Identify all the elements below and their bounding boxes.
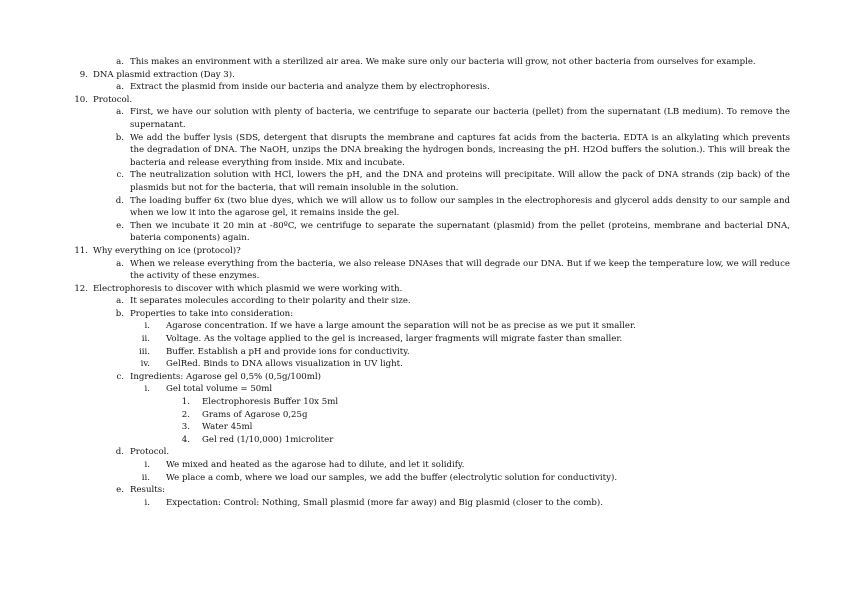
list-marker: i. (144, 460, 150, 470)
list-item (0, 69, 848, 82)
list-item-text: When we release everything from the bacteria, we also release DNAses that will degrade our DNA. But if we keep the temperature low, we will reduce the activity of these enzymes. (130, 258, 790, 282)
list-item-text: Extract the plasmid from inside our bacteria and analyze them by electrophoresis. (130, 82, 490, 93)
list-item-text: Water 45ml (202, 422, 253, 433)
list-marker: a. (116, 82, 124, 93)
list-item-text: Ingredients: Agarose gel 0,5% (0,5g/100ml) (130, 371, 322, 382)
list-item (0, 497, 848, 510)
list-item-text: Electrophoresis Buffer 10x 5ml (202, 397, 339, 408)
list-item-text: Gel total volume = 50ml (166, 384, 273, 395)
list-item (0, 258, 848, 283)
list-item-text: It separates molecules according to their polarity and their size. (130, 296, 411, 307)
list-item (0, 132, 848, 170)
list-marker: c. (116, 371, 124, 382)
list-item (0, 56, 848, 69)
list-item-text: Gel red (1/10,000) 1microliter (202, 434, 334, 445)
list-item (0, 358, 848, 371)
list-marker: a. (116, 296, 124, 307)
list-marker: 1. (181, 397, 190, 408)
list-item-text: Why everything on ice (protocol)? (93, 245, 241, 256)
list-marker: 12. (74, 283, 88, 294)
list-item (0, 81, 848, 94)
list-item-text: We place a comb, where we load our samples, we add the buffer (electrolytic solution for conductivity). (166, 472, 618, 483)
list-item-text: This makes an environment with a sterilized air area. We make sure only our bacteria will grow, not other bacteria from ourselves for example. (130, 57, 756, 67)
list-marker: 2. (181, 409, 190, 420)
list-item-text: DNA plasmid extraction (Day 3). (93, 69, 235, 80)
list-marker: c. (116, 170, 124, 181)
list-item (0, 434, 848, 447)
list-marker: 3. (181, 422, 190, 433)
list-item (0, 383, 848, 396)
list-marker: e. (116, 220, 124, 231)
list-marker: a. (116, 57, 124, 67)
list-marker: iii. (139, 346, 150, 357)
list-item (0, 346, 848, 359)
list-item-text: Voltage. As the voltage applied to the gel is increased, larger fragments will migrate faster than smaller. (166, 334, 623, 345)
list-item-text: Then we incubate it 20 min at -80ºC, we centrifuge to separate the supernatant (plasmid) from the pellet (proteins, membrane and bacterial DNA, bateria components) again. (130, 220, 790, 244)
list-marker: i. (144, 321, 150, 332)
list-item-text: Buffer. Establish a pH and provide ions for conductivity. (166, 346, 410, 357)
list-item (0, 459, 848, 472)
list-item-text: The loading buffer 6x (two blue dyes, which we will allow us to follow our samples in the electrophoresis and glycerol adds density to our sample and when we low it into the agarose gel, it remains inside the gel. (130, 195, 790, 219)
list-item (0, 421, 848, 434)
list-marker: i. (144, 384, 150, 395)
list-item (0, 220, 848, 245)
list-item-text: Expectation: Control: Nothing, Small plasmid (more far away) and Big plasmid (closer to the comb). (166, 497, 603, 508)
list-item (0, 195, 848, 220)
list-item (0, 333, 848, 346)
list-item (0, 409, 848, 422)
list-marker: d. (115, 195, 124, 206)
list-item (0, 245, 848, 258)
list-item-text: The neutralization solution with HCl, lowers the pH, and the DNA and proteins will precipitate. Will allow the pack of DNA strands (zip back) of the plasmids but not for the bacteria, that will remain insoluble in the solution. (130, 170, 790, 193)
list-item (0, 283, 848, 296)
list-item-text: We add the buffer lysis (SDS, detergent that disrupts the membrane and captures fat acids from the bacteria. EDTA is an alkylating which prevents the degradation of DNA. The NaOH, unzips the DNA breaking the hydrogen bonds, increasing the pH. H2Od buffers the solution.). This will break the bacteria and release everything from inside. Mix and incubate. (130, 132, 790, 168)
list-item-text: Protocol. (130, 447, 170, 458)
list-marker: ii. (141, 334, 150, 345)
list-marker: b. (115, 308, 124, 319)
list-marker: 11. (74, 245, 88, 256)
list-marker: 10. (74, 94, 88, 105)
list-item (0, 94, 848, 107)
list-marker: ii. (141, 472, 150, 483)
list-item (0, 320, 848, 333)
list-marker: d. (115, 447, 124, 458)
list-marker: a. (116, 107, 124, 118)
list-item (0, 308, 848, 321)
list-item (0, 371, 848, 384)
list-item-text: Results: (130, 485, 166, 496)
list-item-text: We mixed and heated as the agarose had to dilute, and let it solidify. (166, 460, 465, 470)
list-marker: e. (116, 485, 124, 496)
list-item (0, 106, 848, 131)
list-item (0, 484, 848, 497)
list-item-text: Electrophoresis to discover with which plasmid we were working with. (93, 283, 403, 294)
list-item-text: Grams of Agarose 0,25g (202, 409, 308, 420)
list-item-text: Agarose concentration. If we have a large amount the separation will not be as precise as we put it smaller. (166, 321, 636, 332)
list-item (0, 446, 848, 459)
list-item-text: Properties to take into consideration: (130, 308, 294, 319)
list-item-text: First, we have our solution with plenty of bacteria, we centrifuge to separate our bacteria (pellet) from the supernatant (LB medium). To remove the supernatant. (130, 107, 790, 130)
document-page (0, 56, 848, 509)
list-marker: i. (144, 497, 150, 508)
list-item (0, 169, 848, 194)
list-item-text: Protocol. (93, 94, 133, 105)
list-item (0, 472, 848, 485)
list-marker: a. (116, 258, 124, 269)
list-item (0, 295, 848, 308)
list-marker: b. (115, 132, 124, 143)
list-marker: iv. (140, 359, 150, 370)
list-marker: 9. (79, 69, 88, 80)
list-marker: 4. (181, 434, 190, 445)
list-item (0, 396, 848, 409)
list-item-text: GelRed. Binds to DNA allows visualization in UV light. (166, 359, 403, 370)
